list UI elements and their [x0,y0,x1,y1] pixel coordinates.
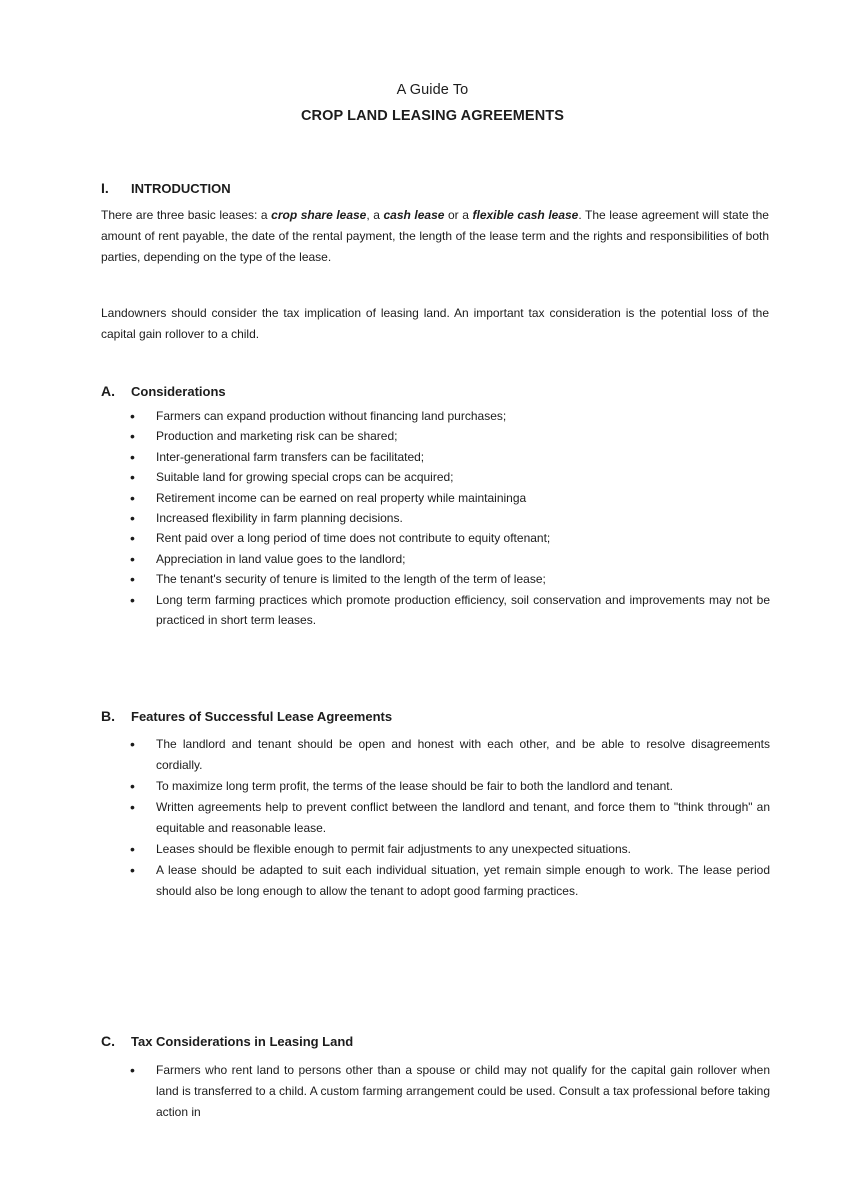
considerations-list [130,406,770,630]
list-item: • Leases should be flexible enough to permit fair adjustments to any unexpected situations. [130,839,770,860]
list-item: • Long term farming practices which promote production efficiency, soil conservation and improvements may not be practiced in short term leases. [130,590,770,631]
list-item: • Retirement income can be earned on real property while maintaininga [130,488,770,508]
section-title: Features of Successful Lease Agreements [131,709,393,724]
list-item: • Rent paid over a long period of time does not contribute to equity oftenant; [130,528,770,548]
list-item: • The landlord and tenant should be open and honest with each other, and be able to resolve disagreements cordially. [130,734,770,776]
section-heading-introduction [101,180,231,196]
section-title: INTRODUCTION [131,181,231,196]
text-run: There are three basic leases: a [101,208,272,222]
emphasis-cash-lease: cash lease [383,208,445,222]
document-title-line1: A Guide To [396,82,469,98]
text-run: . The lease agreement will state the amount of rent payable, the date of the rental payment, the length of the lease term and the rights and responsibilities of both parties, depending on the type of the lease. [101,208,769,264]
section-number: B. [101,708,115,724]
list-item: • Increased flexibility in farm planning decisions. [130,508,770,528]
list-item: • Appreciation in land value goes to the landlord; [130,549,770,569]
list-item: • Farmers who rent land to persons other than a spouse or child may not qualify for the capital gain rollover when land is transferred to a child. A custom farming arrangement could be used. Consult a tax professional before taking action in [130,1060,770,1123]
list-item: • The tenant's security of tenure is limited to the length of the term of lease; [130,569,770,589]
list-item: • Written agreements help to prevent conflict between the landlord and tenant, and force them to "think through" an equitable and reasonable lease. [130,797,770,839]
list-item: • Farmers can expand production without financing land purchases; [130,406,770,426]
section-number: C. [101,1033,115,1049]
section-title: Considerations [131,384,226,399]
section-heading-considerations [101,383,226,399]
section-title: Tax Considerations in Leasing Land [131,1034,354,1049]
section-number: I. [101,180,109,196]
section-number: A. [101,383,115,399]
list-item: • Production and marketing risk can be shared; [130,426,770,446]
list-item: • A lease should be adapted to suit each individual situation, yet remain simple enough to work. The lease period should also be long enough to allow the tenant to adopt good farming practices. [130,860,770,902]
intro-paragraph-1 [101,205,769,268]
text-run: or a [444,208,473,222]
section-heading-tax [101,1033,353,1049]
section-heading-features [101,708,392,724]
features-list [130,734,770,902]
tax-list [130,1060,770,1123]
emphasis-crop-share-lease: crop share lease [271,208,367,222]
list-item: • Suitable land for growing special crops can be acquired; [130,467,770,487]
emphasis-flexible-cash-lease: flexible cash lease [472,208,579,222]
document-title-line2: CROP LAND LEASING AGREEMENTS [300,108,564,124]
text-run: , a [366,208,384,222]
intro-paragraph-2: Landowners should consider the tax implication of leasing land. An important tax consideration is the potential loss of the capital gain rollover to a child. [101,306,769,341]
list-item: • To maximize long term profit, the terms of the lease should be fair to both the landlord and tenant. [130,776,770,797]
list-item: • Inter-generational farm transfers can be facilitated; [130,447,770,467]
